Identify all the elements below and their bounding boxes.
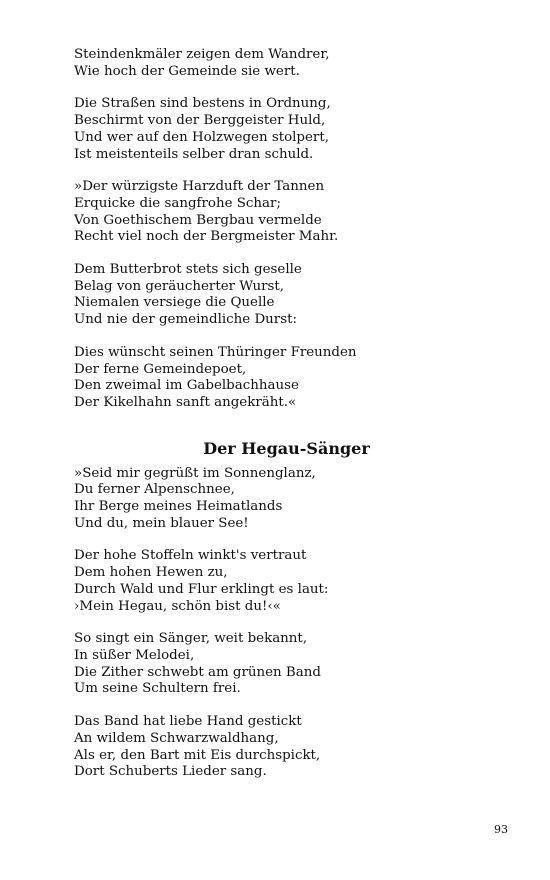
verse-line: Erquicke die sangfrohe Schar; <box>74 195 281 211</box>
verse-line: Belag von geräucherter Wurst, <box>74 278 285 294</box>
verse-line: Und nie der gemeindliche Durst: <box>74 312 297 328</box>
verse-line: Durch Wald und Flur erklingt es laut: <box>74 581 329 597</box>
poem-continued <box>74 47 494 412</box>
verse-line: Beschirmt von der Berggeister Huld, <box>74 113 326 129</box>
verse-line: ›Mein Hegau, schön bist du!‹« <box>74 598 281 614</box>
verse-line: Du ferner Alpenschnee, <box>74 482 235 498</box>
verse-line: So singt ein Sänger, weit bekannt, <box>74 631 308 647</box>
verse-line: Der Kikelhahn sanft angekräht.« <box>74 394 297 410</box>
verse-line: Dem hohen Hewen zu, <box>74 565 228 581</box>
page-number: 93 <box>494 823 508 836</box>
stanza <box>74 345 494 412</box>
verse-line: Die Straßen sind bestens in Ordnung, <box>74 96 331 112</box>
stanza <box>74 631 494 698</box>
stanza <box>74 179 494 246</box>
stanza <box>74 96 494 163</box>
verse-line: Die Zither schwebt am grünen Band <box>74 664 321 680</box>
verse-line: Als er, den Bart mit Eis durchspickt, <box>74 747 321 763</box>
verse-line: Ihr Berge meines Heimatlands <box>74 499 283 515</box>
verse-line: Und wer auf den Holzwegen stolpert, <box>74 129 329 145</box>
verse-line: Wie hoch der Gemeinde sie wert. <box>74 63 300 79</box>
verse-line: Der ferne Gemeindepoet, <box>74 361 247 377</box>
page-content <box>74 47 494 797</box>
verse-line: »Seid mir gegrüßt im Sonnenglanz, <box>74 465 316 481</box>
verse-line: Von Goethischem Bergbau vermelde <box>74 212 322 228</box>
verse-line: Den zweimal im Gabelbachhause <box>74 378 299 394</box>
verse-line: Steindenkmäler zeigen dem Wandrer, <box>74 47 330 62</box>
verse-line: Um seine Schultern frei. <box>74 681 241 697</box>
verse-line: »Der würzigste Harzduft der Tannen <box>74 179 325 195</box>
stanza <box>74 262 494 329</box>
verse-line: Und du, mein blauer See! <box>74 515 249 531</box>
verse-line: Niemalen versiege die Quelle <box>74 295 275 311</box>
verse-line: In süßer Melodei, <box>74 647 195 663</box>
stanza <box>74 548 494 615</box>
verse-line: Dem Butterbrot stets sich geselle <box>74 262 302 278</box>
verse-line: Dies wünscht seinen Thüringer Freunden <box>74 344 357 360</box>
verse-line: An wildem Schwarzwaldhang, <box>74 730 279 746</box>
stanza <box>74 714 494 781</box>
stanza <box>74 466 494 533</box>
verse-line: Ist meistenteils selber dran schuld. <box>74 146 314 162</box>
poem-hegau-saenger <box>74 466 494 781</box>
verse-line: Der hohe Stoffeln winkt's vertraut <box>74 548 307 564</box>
verse-line: Das Band hat liebe Hand gestickt <box>74 714 302 730</box>
stanza <box>74 47 494 80</box>
poem-title: Der Hegau-Sänger <box>203 438 370 458</box>
verse-line: Recht viel noch der Bergmeister Mahr. <box>74 229 339 245</box>
verse-line: Dort Schuberts Lieder sang. <box>74 764 267 780</box>
